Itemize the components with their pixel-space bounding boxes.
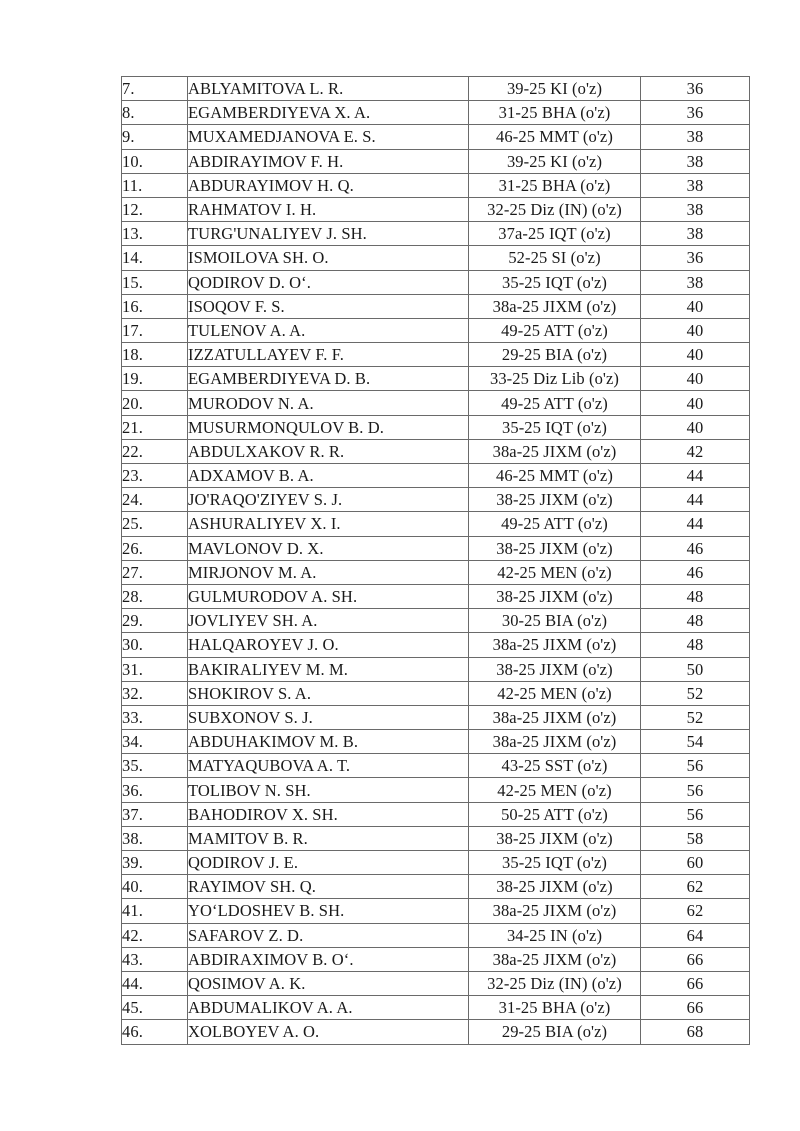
table-row	[122, 1020, 750, 1044]
group-cell: 43-25 SST (o'z)	[469, 754, 641, 778]
score-cell: 36	[641, 77, 750, 101]
student-name-cell: EGAMBERDIYEVA X. A.	[188, 101, 469, 125]
score-cell: 66	[641, 996, 750, 1020]
score-cell: 38	[641, 173, 750, 197]
student-name-cell: RAHMATOV I. H.	[188, 197, 469, 221]
row-number-cell: 13.	[122, 222, 188, 246]
table-row	[122, 802, 750, 826]
row-number-cell: 30.	[122, 633, 188, 657]
group-cell: 38-25 JIXM (o'z)	[469, 826, 641, 850]
table-row	[122, 101, 750, 125]
group-cell: 35-25 IQT (o'z)	[469, 270, 641, 294]
row-number-cell: 45.	[122, 996, 188, 1020]
row-number-cell: 29.	[122, 609, 188, 633]
row-number-cell: 24.	[122, 488, 188, 512]
group-cell: 38a-25 JIXM (o'z)	[469, 439, 641, 463]
score-cell: 62	[641, 899, 750, 923]
row-number-cell: 33.	[122, 705, 188, 729]
student-name-cell: ABDUHAKIMOV M. B.	[188, 730, 469, 754]
table-row	[122, 536, 750, 560]
table-body	[122, 77, 750, 1045]
group-cell: 38a-25 JIXM (o'z)	[469, 294, 641, 318]
table-row	[122, 318, 750, 342]
group-cell: 49-25 ATT (o'z)	[469, 391, 641, 415]
score-cell: 44	[641, 512, 750, 536]
score-cell: 38	[641, 149, 750, 173]
table-row	[122, 996, 750, 1020]
row-number-cell: 25.	[122, 512, 188, 536]
score-cell: 58	[641, 826, 750, 850]
row-number-cell: 8.	[122, 101, 188, 125]
score-cell: 60	[641, 851, 750, 875]
table-row	[122, 657, 750, 681]
group-cell: 50-25 ATT (o'z)	[469, 802, 641, 826]
row-number-cell: 14.	[122, 246, 188, 270]
student-name-cell: IZZATULLAYEV F. F.	[188, 343, 469, 367]
score-cell: 38	[641, 270, 750, 294]
row-number-cell: 20.	[122, 391, 188, 415]
student-score-table	[121, 76, 750, 1045]
student-name-cell: SHOKIROV S. A.	[188, 681, 469, 705]
group-cell: 31-25 BHA (o'z)	[469, 996, 641, 1020]
student-name-cell: ABDURAYIMOV H. Q.	[188, 173, 469, 197]
score-cell: 50	[641, 657, 750, 681]
group-cell: 31-25 BHA (o'z)	[469, 101, 641, 125]
score-cell: 40	[641, 318, 750, 342]
table-row	[122, 851, 750, 875]
student-name-cell: MUXAMEDJANOVA E. S.	[188, 125, 469, 149]
table-row	[122, 899, 750, 923]
table-row	[122, 173, 750, 197]
student-name-cell: MAVLONOV D. X.	[188, 536, 469, 560]
row-number-cell: 15.	[122, 270, 188, 294]
table-row	[122, 730, 750, 754]
score-cell: 38	[641, 125, 750, 149]
student-name-cell: ASHURALIYEV X. I.	[188, 512, 469, 536]
group-cell: 42-25 MEN (o'z)	[469, 681, 641, 705]
student-name-cell: MAMITOV B. R.	[188, 826, 469, 850]
score-cell: 40	[641, 367, 750, 391]
group-cell: 34-25 IN (o'z)	[469, 923, 641, 947]
row-number-cell: 12.	[122, 197, 188, 221]
score-cell: 38	[641, 197, 750, 221]
row-number-cell: 10.	[122, 149, 188, 173]
score-cell: 40	[641, 343, 750, 367]
score-cell: 66	[641, 971, 750, 995]
row-number-cell: 31.	[122, 657, 188, 681]
group-cell: 46-25 MMT (o'z)	[469, 464, 641, 488]
row-number-cell: 40.	[122, 875, 188, 899]
student-name-cell: GULMURODOV A. SH.	[188, 584, 469, 608]
score-cell: 38	[641, 222, 750, 246]
student-name-cell: BAKIRALIYEV M. M.	[188, 657, 469, 681]
table-row	[122, 826, 750, 850]
group-cell: 37a-25 IQT (o'z)	[469, 222, 641, 246]
group-cell: 38-25 JIXM (o'z)	[469, 657, 641, 681]
score-cell: 40	[641, 391, 750, 415]
table-row	[122, 415, 750, 439]
score-cell: 48	[641, 584, 750, 608]
score-cell: 46	[641, 560, 750, 584]
row-number-cell: 17.	[122, 318, 188, 342]
table-row	[122, 705, 750, 729]
group-cell: 35-25 IQT (o'z)	[469, 851, 641, 875]
score-cell: 42	[641, 439, 750, 463]
row-number-cell: 38.	[122, 826, 188, 850]
row-number-cell: 36.	[122, 778, 188, 802]
group-cell: 38-25 JIXM (o'z)	[469, 584, 641, 608]
row-number-cell: 19.	[122, 367, 188, 391]
student-name-cell: HALQAROYEV J. O.	[188, 633, 469, 657]
student-name-cell: QOSIMOV A. K.	[188, 971, 469, 995]
student-name-cell: MIRJONOV M. A.	[188, 560, 469, 584]
group-cell: 52-25 SI (o'z)	[469, 246, 641, 270]
group-cell: 49-25 ATT (o'z)	[469, 512, 641, 536]
table-row	[122, 439, 750, 463]
student-name-cell: ADXAMOV B. A.	[188, 464, 469, 488]
group-cell: 39-25 KI (o'z)	[469, 77, 641, 101]
group-cell: 32-25 Diz (IN) (o'z)	[469, 971, 641, 995]
student-name-cell: ABDULXAKOV R. R.	[188, 439, 469, 463]
row-number-cell: 34.	[122, 730, 188, 754]
score-cell: 66	[641, 947, 750, 971]
row-number-cell: 27.	[122, 560, 188, 584]
table-row	[122, 971, 750, 995]
table-row	[122, 197, 750, 221]
row-number-cell: 42.	[122, 923, 188, 947]
row-number-cell: 18.	[122, 343, 188, 367]
row-number-cell: 22.	[122, 439, 188, 463]
student-name-cell: BAHODIROV X. SH.	[188, 802, 469, 826]
student-name-cell: ABDUMALIKOV A. A.	[188, 996, 469, 1020]
table-row	[122, 947, 750, 971]
row-number-cell: 9.	[122, 125, 188, 149]
student-name-cell: JO'RAQO'ZIYEV S. J.	[188, 488, 469, 512]
student-name-cell: XOLBOYEV A. O.	[188, 1020, 469, 1044]
student-name-cell: RAYIMOV SH. Q.	[188, 875, 469, 899]
group-cell: 38-25 JIXM (o'z)	[469, 536, 641, 560]
row-number-cell: 39.	[122, 851, 188, 875]
student-name-cell: TULENOV A. A.	[188, 318, 469, 342]
group-cell: 38a-25 JIXM (o'z)	[469, 947, 641, 971]
group-cell: 42-25 MEN (o'z)	[469, 560, 641, 584]
row-number-cell: 37.	[122, 802, 188, 826]
table-row	[122, 584, 750, 608]
score-cell: 68	[641, 1020, 750, 1044]
group-cell: 33-25 Diz Lib (o'z)	[469, 367, 641, 391]
score-cell: 52	[641, 705, 750, 729]
row-number-cell: 7.	[122, 77, 188, 101]
student-name-cell: QODIROV J. E.	[188, 851, 469, 875]
group-cell: 35-25 IQT (o'z)	[469, 415, 641, 439]
table-row	[122, 560, 750, 584]
table-row	[122, 125, 750, 149]
row-number-cell: 46.	[122, 1020, 188, 1044]
table-row	[122, 488, 750, 512]
student-name-cell: YO‘LDOSHEV B. SH.	[188, 899, 469, 923]
row-number-cell: 35.	[122, 754, 188, 778]
score-cell: 40	[641, 294, 750, 318]
table-row	[122, 512, 750, 536]
table-row	[122, 149, 750, 173]
score-cell: 56	[641, 778, 750, 802]
student-name-cell: MATYAQUBOVA A. T.	[188, 754, 469, 778]
row-number-cell: 11.	[122, 173, 188, 197]
score-cell: 36	[641, 246, 750, 270]
table-row	[122, 77, 750, 101]
table-row	[122, 294, 750, 318]
student-name-cell: SAFAROV Z. D.	[188, 923, 469, 947]
student-name-cell: SUBXONOV S. J.	[188, 705, 469, 729]
student-name-cell: TOLIBOV N. SH.	[188, 778, 469, 802]
score-cell: 62	[641, 875, 750, 899]
score-cell: 46	[641, 536, 750, 560]
group-cell: 38a-25 JIXM (o'z)	[469, 633, 641, 657]
row-number-cell: 32.	[122, 681, 188, 705]
student-name-cell: ABDIRAXIMOV B. O‘.	[188, 947, 469, 971]
row-number-cell: 23.	[122, 464, 188, 488]
score-cell: 64	[641, 923, 750, 947]
group-cell: 30-25 BIA (o'z)	[469, 609, 641, 633]
score-cell: 44	[641, 488, 750, 512]
row-number-cell: 21.	[122, 415, 188, 439]
group-cell: 29-25 BIA (o'z)	[469, 1020, 641, 1044]
group-cell: 39-25 KI (o'z)	[469, 149, 641, 173]
table-row	[122, 609, 750, 633]
group-cell: 29-25 BIA (o'z)	[469, 343, 641, 367]
group-cell: 38-25 JIXM (o'z)	[469, 875, 641, 899]
table-row	[122, 681, 750, 705]
table-row	[122, 464, 750, 488]
table-row	[122, 270, 750, 294]
score-cell: 40	[641, 415, 750, 439]
row-number-cell: 28.	[122, 584, 188, 608]
table-row	[122, 367, 750, 391]
row-number-cell: 43.	[122, 947, 188, 971]
table-row	[122, 633, 750, 657]
group-cell: 32-25 Diz (IN) (o'z)	[469, 197, 641, 221]
table-row	[122, 222, 750, 246]
score-cell: 44	[641, 464, 750, 488]
score-cell: 56	[641, 754, 750, 778]
group-cell: 49-25 ATT (o'z)	[469, 318, 641, 342]
student-name-cell: ISMOILOVA SH. O.	[188, 246, 469, 270]
table-row	[122, 923, 750, 947]
score-cell: 48	[641, 633, 750, 657]
score-cell: 48	[641, 609, 750, 633]
student-name-cell: ISOQOV F. S.	[188, 294, 469, 318]
student-name-cell: TURG'UNALIYEV J. SH.	[188, 222, 469, 246]
student-name-cell: MURODOV N. A.	[188, 391, 469, 415]
row-number-cell: 44.	[122, 971, 188, 995]
score-cell: 54	[641, 730, 750, 754]
student-name-cell: JOVLIYEV SH. A.	[188, 609, 469, 633]
group-cell: 38a-25 JIXM (o'z)	[469, 705, 641, 729]
student-name-cell: MUSURMONQULOV B. D.	[188, 415, 469, 439]
student-name-cell: ABDIRAYIMOV F. H.	[188, 149, 469, 173]
table-row	[122, 343, 750, 367]
group-cell: 38a-25 JIXM (o'z)	[469, 899, 641, 923]
table-row	[122, 754, 750, 778]
table-row	[122, 246, 750, 270]
score-cell: 56	[641, 802, 750, 826]
group-cell: 38-25 JIXM (o'z)	[469, 488, 641, 512]
student-name-cell: QODIROV D. O‘.	[188, 270, 469, 294]
table-row	[122, 391, 750, 415]
group-cell: 31-25 BHA (o'z)	[469, 173, 641, 197]
score-cell: 36	[641, 101, 750, 125]
row-number-cell: 41.	[122, 899, 188, 923]
row-number-cell: 16.	[122, 294, 188, 318]
group-cell: 42-25 MEN (o'z)	[469, 778, 641, 802]
group-cell: 38a-25 JIXM (o'z)	[469, 730, 641, 754]
row-number-cell: 26.	[122, 536, 188, 560]
group-cell: 46-25 MMT (o'z)	[469, 125, 641, 149]
student-name-cell: EGAMBERDIYEVA D. B.	[188, 367, 469, 391]
table-row	[122, 778, 750, 802]
score-cell: 52	[641, 681, 750, 705]
table-row	[122, 875, 750, 899]
student-name-cell: ABLYAMITOVA L. R.	[188, 77, 469, 101]
